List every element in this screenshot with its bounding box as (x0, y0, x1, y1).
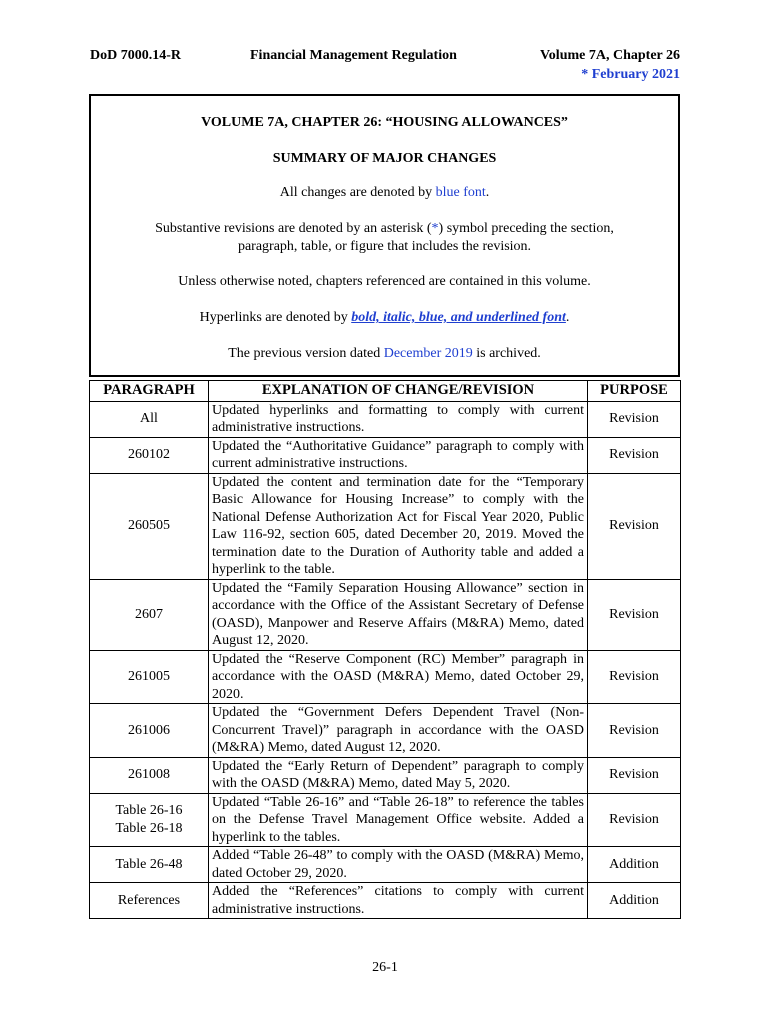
purpose-cell: Addition (588, 883, 681, 919)
hyperlink-term: bold, italic, blue, and underlined font (351, 310, 566, 325)
paragraph-cell: References (90, 883, 209, 919)
paragraph-cell: 260102 (90, 437, 209, 473)
summary-subheading: SUMMARY OF MAJOR CHANGES (272, 151, 497, 166)
purpose-cell: Revision (588, 473, 681, 579)
paragraph-cell: 261005 (90, 650, 209, 704)
explanation-cell: Updated the “Family Separation Housing Allowance” section in accordance with the Office of the Assistant Secretary of Defense (OASD), Manpower and Reserve Affairs (M&RA) Memo, dated August 12, 2020. (209, 579, 588, 650)
blue-pre: All changes are denoted by (279, 185, 436, 200)
summary-heading: VOLUME 7A, CHAPTER 26: “HOUSING ALLOWANCES” (201, 115, 568, 130)
paragraph-cell: 260505 (90, 473, 209, 579)
previous-version-note (91, 346, 678, 362)
explanation-cell: Updated hyperlinks and formatting to comply with current administrative instructions. (209, 401, 588, 437)
purpose-cell: Revision (588, 704, 681, 758)
table-row (90, 847, 681, 883)
asterisk-note (91, 221, 678, 237)
explanation-cell: Updated the content and termination date for the “Temporary Basic Allowance for Housing Increase” to comply with the National Defense Authorization Act for Fiscal Year 2020, Public Law 116-92, section 605, dated December 20, 2019. Moved the termination date to the Duration of Authority table and added a hyperlink to the table. (209, 473, 588, 579)
table-row (90, 579, 681, 650)
hyperlink-post: . (565, 310, 570, 325)
paragraph-cell: Table 26-48 (90, 847, 209, 883)
asterisk-pre: Substantive revisions are denoted by an asterisk ( (155, 221, 432, 236)
purpose-cell: Revision (588, 650, 681, 704)
previous-date: December 2019 (383, 346, 473, 361)
header-doc-id: DoD 7000.14-R (90, 48, 181, 63)
paragraph-cell: All (90, 401, 209, 437)
previous-pre: The previous version dated (228, 346, 384, 361)
table-row (90, 473, 681, 579)
purpose-cell: Addition (588, 847, 681, 883)
purpose-cell: Revision (588, 793, 681, 847)
paragraph-cell: 2607 (90, 579, 209, 650)
purpose-cell: Revision (588, 757, 681, 793)
page-number: 26-1 (372, 960, 398, 975)
paragraph-cell: 261006 (90, 704, 209, 758)
hyperlink-note (91, 310, 678, 326)
header-purpose: PURPOSE (588, 381, 681, 402)
header-paragraph: PARAGRAPH (90, 381, 209, 402)
blue-font-note (91, 185, 678, 201)
previous-post: is archived. (472, 346, 541, 361)
asterisk-symbol: * (431, 221, 439, 236)
asterisk-note-line2: paragraph, table, or figure that includes the revision. (237, 239, 532, 254)
hyperlink-pre: Hyperlinks are denoted by (199, 310, 352, 325)
header-title: Financial Management Regulation (250, 48, 457, 63)
explanation-cell: Updated the “Reserve Component (RC) Member” paragraph in accordance with the OASD (M&RA) Memo, dated October 29, 2020. (209, 650, 588, 704)
table-row (90, 793, 681, 847)
changes-table (89, 380, 681, 919)
explanation-cell: Added “Table 26-48” to comply with the OASD (M&RA) Memo, dated October 29, 2020. (209, 847, 588, 883)
purpose-cell: Revision (588, 437, 681, 473)
table-row (90, 883, 681, 919)
table-header-row (90, 381, 681, 402)
table-row (90, 757, 681, 793)
explanation-cell: Updated the “Authoritative Guidance” paragraph to comply with current administrative instructions. (209, 437, 588, 473)
table-row (90, 650, 681, 704)
summary-box (89, 94, 680, 377)
paragraph-cell: Table 26-16 Table 26-18 (90, 793, 209, 847)
blue-term: blue font (435, 185, 486, 200)
chapters-note: Unless otherwise noted, chapters referenced are contained in this volume. (178, 274, 591, 289)
explanation-cell: Updated the “Government Defers Dependent Travel (Non-Concurrent Travel)” paragraph in accordance with the OASD (M&RA) Memo, dated August 12, 2020. (209, 704, 588, 758)
explanation-cell: Updated the “Early Return of Dependent” paragraph to comply with the OASD (M&RA) Memo, dated May 5, 2020. (209, 757, 588, 793)
header-volume: Volume 7A, Chapter 26 (539, 48, 680, 63)
header-date: * February 2021 (581, 67, 680, 82)
paragraph-cell: 261008 (90, 757, 209, 793)
explanation-cell: Added the “References” citations to comply with current administrative instructions. (209, 883, 588, 919)
purpose-cell: Revision (588, 579, 681, 650)
purpose-cell: Revision (588, 401, 681, 437)
asterisk-post: ) symbol preceding the section, (438, 221, 614, 236)
explanation-cell: Updated “Table 26-16” and “Table 26-18” to reference the tables on the Defense Travel Management Office website. Added a hyperlink to the tables. (209, 793, 588, 847)
table-row (90, 437, 681, 473)
blue-post: . (485, 185, 490, 200)
header-explanation: EXPLANATION OF CHANGE/REVISION (209, 381, 588, 402)
table-row (90, 704, 681, 758)
table-row (90, 401, 681, 437)
